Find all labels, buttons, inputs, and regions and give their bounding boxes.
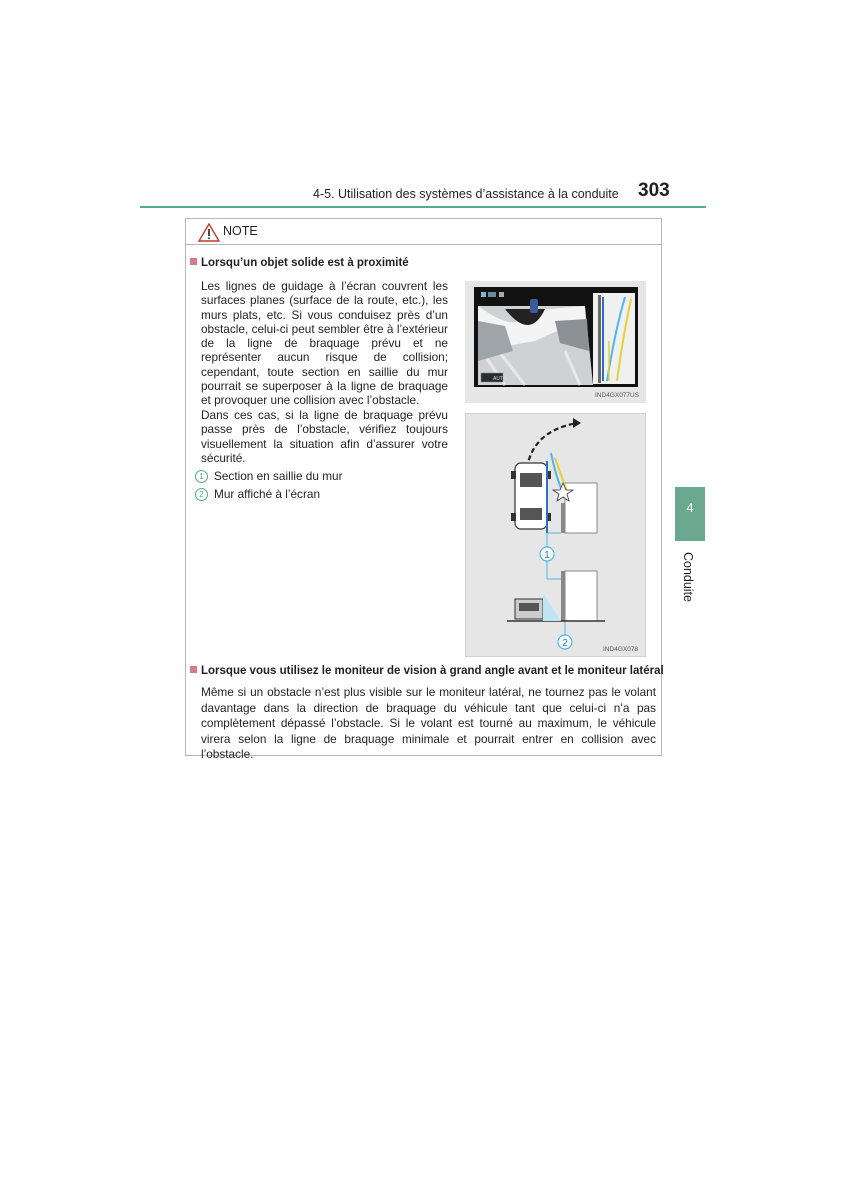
page-number: 303 bbox=[638, 180, 670, 201]
header-rule bbox=[140, 206, 706, 208]
list-item-text: Section en saillie du mur bbox=[214, 469, 343, 483]
warning-triangle-icon bbox=[198, 223, 220, 242]
bullet-square-icon bbox=[190, 258, 197, 265]
section2-title: Lorsque vous utilisez le moniteur de vision à grand angle avant et le moniteur latéral bbox=[201, 665, 664, 677]
figure2-code: IND4GX078 bbox=[603, 646, 639, 653]
callout-number: 1 bbox=[195, 470, 208, 483]
callout-2: 2 bbox=[562, 638, 568, 649]
figure1-code: IND4GX077US bbox=[595, 392, 640, 399]
list-item bbox=[195, 469, 343, 483]
section2-heading bbox=[190, 665, 664, 677]
list-item bbox=[195, 487, 320, 501]
bullet-square-icon bbox=[190, 666, 197, 673]
section-title: 4-5. Utilisation des systèmes d’assistance à la conduite bbox=[313, 187, 619, 201]
section1-heading bbox=[190, 257, 409, 269]
auto-label: AUTO bbox=[493, 376, 507, 382]
top-view-diagram bbox=[465, 413, 646, 657]
section1-paragraph1: Les lignes de guidage à l’écran couvrent les surfaces planes (surface de la route, etc.), les murs plats, etc. Si vous conduisez près d’un obstacle, celui-ci peut sembler être à l’extérieur de la ligne de braquage prévu et ne représenter aucun risque de collision; cependant, toute section en saillie du mur pourrait se superposer à la ligne de braquage et provoquer une collision avec l’obstacle. bbox=[201, 279, 448, 408]
page-header bbox=[0, 180, 848, 210]
chapter-tab[interactable] bbox=[675, 487, 705, 541]
note-header bbox=[186, 219, 661, 245]
list-item-text: Mur affiché à l’écran bbox=[214, 487, 321, 501]
callout-number: 2 bbox=[195, 488, 208, 501]
chapter-label: Conduite bbox=[681, 551, 695, 603]
monitor-screen-figure bbox=[465, 281, 646, 403]
section1-title: Lorsqu’un objet solide est à proximité bbox=[201, 257, 409, 269]
callout-1: 1 bbox=[544, 550, 550, 561]
section1-paragraph2: Dans ces cas, si la ligne de braquage prévu passe près de l’obstacle, vérifiez toujours visuellement la situation afin d’assurer votre sécurité. bbox=[201, 408, 448, 465]
note-label: NOTE bbox=[223, 224, 258, 238]
section2-paragraph: Même si un obstacle n’est plus visible sur le moniteur latéral, ne tournez pas le volant davantage dans la direction de braquage du véhicule tant que celui-ci n’a pas complètement dépassé l’obstacle. Si le volant est tourné au maximum, le véhicule virera selon la ligne de braquage minimale et pourrait entrer en collision avec l’obstacle. bbox=[201, 685, 656, 761]
chapter-label-box bbox=[672, 548, 702, 608]
chapter-number: 4 bbox=[686, 500, 694, 515]
